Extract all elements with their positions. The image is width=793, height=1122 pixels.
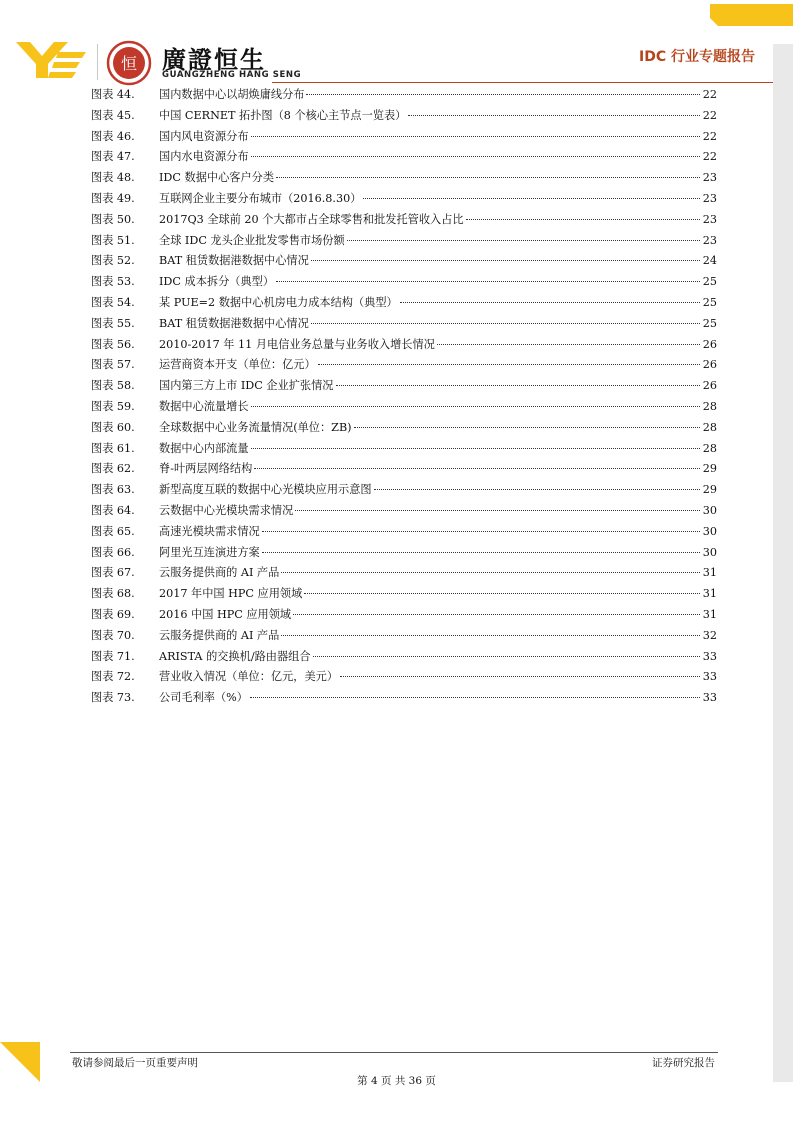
toc-leader-dots [363, 198, 700, 199]
toc-row[interactable] [91, 106, 717, 127]
toc-page-number: 33 [702, 691, 717, 705]
toc-row[interactable] [91, 647, 717, 668]
toc-figure-title: BAT 租赁数据港数据中心情况 [159, 254, 309, 268]
toc-row[interactable] [91, 543, 717, 564]
toc-page-number: 23 [702, 171, 717, 185]
logo-divider [97, 44, 98, 80]
toc-leader-dots [295, 510, 700, 511]
toc-page-number: 26 [702, 358, 717, 372]
toc-row[interactable] [91, 293, 717, 314]
toc-page-number: 22 [702, 88, 717, 101]
toc-leader-dots [336, 385, 701, 386]
toc-leader-dots [304, 593, 700, 594]
toc-figure-number: 图表 62. [91, 462, 135, 476]
toc-row[interactable] [91, 688, 717, 709]
toc-figure-number: 图表 72. [91, 670, 135, 684]
toc-figure-number: 图表 49. [91, 191, 135, 205]
toc-page-number: 31 [702, 607, 717, 621]
toc-figure-number: 图表 60. [91, 420, 135, 434]
toc-row[interactable] [91, 272, 717, 293]
table-of-figures [91, 85, 717, 709]
toc-figure-title: 运营商资本开支（单位：亿元） [159, 358, 316, 372]
header-rule [272, 82, 775, 83]
toc-page-number: 30 [702, 524, 717, 538]
toc-page-number: 25 [702, 316, 717, 330]
page-header [0, 0, 793, 90]
toc-figure-number: 图表 67. [91, 566, 135, 580]
toc-page-number: 26 [702, 379, 717, 393]
toc-figure-title: 阿里光互连演进方案 [159, 545, 260, 559]
toc-row[interactable] [91, 459, 717, 480]
toc-row[interactable] [91, 85, 717, 106]
toc-figure-title: 云服务提供商的 AI 产品 [159, 628, 280, 642]
toc-row[interactable] [91, 210, 717, 231]
corner-decoration [710, 4, 793, 26]
toc-figure-title: 国内第三方上市 IDC 企业扩张情况 [159, 379, 334, 393]
toc-leader-dots [347, 240, 700, 241]
toc-figure-title: 国内风电资源分布 [159, 129, 249, 143]
toc-figure-number: 图表 53. [91, 275, 135, 289]
toc-figure-number: 图表 54. [91, 295, 135, 309]
toc-leader-dots [313, 656, 700, 657]
toc-row[interactable] [91, 251, 717, 272]
toc-figure-number: 图表 71. [91, 649, 135, 663]
toc-row[interactable] [91, 522, 717, 543]
toc-leader-dots [437, 344, 700, 345]
toc-leader-dots [251, 156, 700, 157]
toc-figure-title: 2010-2017 年 11 月电信业务总量与业务收入增长情况 [159, 337, 435, 351]
toc-figure-title: 营业收入情况（单位：亿元，美元） [159, 670, 339, 684]
toc-leader-dots [281, 635, 700, 636]
toc-page-number: 29 [702, 462, 717, 476]
toc-leader-dots [306, 94, 700, 95]
toc-figure-title: 脊-叶两层网络结构 [159, 462, 253, 476]
toc-page-number: 28 [702, 441, 717, 455]
toc-figure-title: 互联网企业主要分布城市（2016.8.30） [159, 191, 362, 205]
toc-figure-number: 图表 58. [91, 379, 135, 393]
toc-figure-number: 图表 56. [91, 337, 135, 351]
toc-row[interactable] [91, 314, 717, 335]
toc-figure-title: 国内数据中心以胡焕庸线分布 [159, 88, 305, 101]
footer-report-label: 证券研究报告 [652, 1057, 715, 1069]
toc-leader-dots [262, 531, 700, 532]
toc-leader-dots [374, 489, 700, 490]
toc-figure-number: 图表 61. [91, 441, 135, 455]
toc-figure-title: 2017 年中国 HPC 应用领域 [159, 587, 303, 601]
toc-leader-dots [251, 448, 700, 449]
toc-row[interactable] [91, 480, 717, 501]
toc-figure-title: 某 PUE=2 数据中心机房电力成本结构（典型） [159, 295, 398, 309]
toc-figure-title: 国内水电资源分布 [159, 150, 249, 164]
toc-figure-number: 图表 63. [91, 483, 135, 497]
toc-row[interactable] [91, 584, 717, 605]
toc-page-number: 31 [702, 587, 717, 601]
toc-row[interactable] [91, 231, 717, 252]
toc-row[interactable] [91, 626, 717, 647]
page-number: 第 4 页 共 36 页 [357, 1075, 436, 1087]
toc-figure-number: 图表 59. [91, 399, 135, 413]
toc-figure-number: 图表 46. [91, 129, 135, 143]
svg-text:恒: 恒 [120, 54, 138, 73]
toc-leader-dots [318, 364, 700, 365]
toc-figure-number: 图表 48. [91, 171, 135, 185]
toc-figure-number: 图表 47. [91, 150, 135, 164]
footer-rule [70, 1052, 718, 1053]
toc-leader-dots [293, 614, 700, 615]
toc-row[interactable] [91, 418, 717, 439]
toc-figure-title: IDC 数据中心客户分类 [159, 171, 275, 185]
toc-figure-title: 云数据中心光模块需求情况 [159, 503, 294, 517]
toc-page-number: 22 [702, 108, 717, 122]
toc-leader-dots [276, 281, 700, 282]
toc-figure-number: 图表 57. [91, 358, 135, 372]
toc-page-number: 26 [702, 337, 717, 351]
toc-leader-dots [251, 136, 700, 137]
toc-page-number: 33 [702, 649, 717, 663]
toc-page-number: 22 [702, 129, 717, 143]
toc-figure-number: 图表 64. [91, 503, 135, 517]
toc-row[interactable] [91, 397, 717, 418]
toc-figure-number: 图表 51. [91, 233, 135, 247]
toc-figure-title: 全球数据中心业务流量情况(单位：ZB) [159, 420, 352, 434]
toc-page-number: 31 [702, 566, 717, 580]
toc-page-number: 28 [702, 420, 717, 434]
toc-row[interactable] [91, 376, 717, 397]
toc-row[interactable] [91, 563, 717, 584]
toc-page-number: 24 [702, 254, 717, 268]
toc-figure-number: 图表 65. [91, 524, 135, 538]
toc-leader-dots [400, 302, 700, 303]
toc-leader-dots [408, 115, 700, 116]
toc-page-number: 23 [702, 191, 717, 205]
toc-figure-number: 图表 66. [91, 545, 135, 559]
toc-figure-number: 图表 45. [91, 108, 135, 122]
toc-figure-title: 数据中心流量增长 [159, 399, 249, 413]
toc-page-number: 23 [702, 233, 717, 247]
seal-icon [106, 40, 152, 86]
toc-row[interactable] [91, 335, 717, 356]
toc-leader-dots [281, 572, 700, 573]
toc-leader-dots [254, 468, 700, 469]
toc-page-number: 29 [702, 483, 717, 497]
toc-row[interactable] [91, 667, 717, 688]
toc-figure-number: 图表 73. [91, 691, 135, 705]
toc-figure-number: 图表 44. [91, 88, 135, 101]
toc-row[interactable] [91, 439, 717, 460]
toc-leader-dots [262, 552, 700, 553]
toc-page-number: 25 [702, 275, 717, 289]
toc-row[interactable] [91, 605, 717, 626]
toc-row[interactable] [91, 501, 717, 522]
toc-page-number: 30 [702, 503, 717, 517]
toc-figure-title: BAT 租赁数据港数据中心情况 [159, 316, 309, 330]
toc-page-number: 28 [702, 399, 717, 413]
toc-figure-title: 高速光模块需求情况 [159, 524, 260, 538]
toc-leader-dots [311, 260, 700, 261]
toc-figure-number: 图表 55. [91, 316, 135, 330]
toc-page-number: 23 [702, 212, 717, 226]
toc-leader-dots [251, 406, 700, 407]
toc-row[interactable] [91, 355, 717, 376]
toc-figure-title: 中国 CERNET 拓扑图（8 个核心主节点一览表） [159, 108, 407, 122]
brand-name-cn: 廣證恒生 [162, 46, 266, 74]
toc-leader-dots [250, 697, 700, 698]
toc-row[interactable] [91, 189, 717, 210]
toc-figure-title: ARISTA 的交换机/路由器组合 [159, 649, 311, 663]
toc-leader-dots [466, 219, 700, 220]
toc-leader-dots [311, 323, 700, 324]
company-logo-icon [14, 38, 86, 80]
footer-disclaimer: 敬请参阅最后一页重要声明 [72, 1057, 198, 1069]
toc-figure-title: 2017Q3 全球前 20 个大都市占全球零售和批发托管收入占比 [159, 212, 464, 226]
toc-row[interactable] [91, 168, 717, 189]
toc-figure-title: 数据中心内部流量 [159, 441, 249, 455]
toc-leader-dots [276, 177, 700, 178]
toc-page-number: 30 [702, 545, 717, 559]
toc-figure-title: 2016 中国 HPC 应用领域 [159, 607, 292, 621]
report-type-label: IDC 行业专题报告 [639, 49, 755, 65]
toc-figure-number: 图表 52. [91, 254, 135, 268]
toc-figure-title: 公司毛利率（%） [159, 691, 248, 705]
toc-figure-title: 新型高度互联的数据中心光模块应用示意图 [159, 483, 372, 497]
toc-figure-title: IDC 成本拆分（典型） [159, 275, 275, 289]
toc-figure-number: 图表 50. [91, 212, 135, 226]
toc-leader-dots [354, 427, 700, 428]
toc-page-number: 33 [702, 670, 717, 684]
brand-name-en: GUANGZHENG HANG SENG [162, 70, 302, 80]
toc-figure-number: 图表 69. [91, 607, 135, 621]
toc-page-number: 32 [702, 628, 717, 642]
toc-page-number: 25 [702, 295, 717, 309]
toc-row[interactable] [91, 147, 717, 168]
toc-figure-number: 图表 70. [91, 628, 135, 642]
side-bar [773, 44, 793, 1082]
toc-figure-number: 图表 68. [91, 587, 135, 601]
toc-leader-dots [340, 676, 700, 677]
toc-figure-title: 全球 IDC 龙头企业批发零售市场份额 [159, 233, 345, 247]
toc-row[interactable] [91, 127, 717, 148]
toc-page-number: 22 [702, 150, 717, 164]
toc-figure-title: 云服务提供商的 AI 产品 [159, 566, 280, 580]
